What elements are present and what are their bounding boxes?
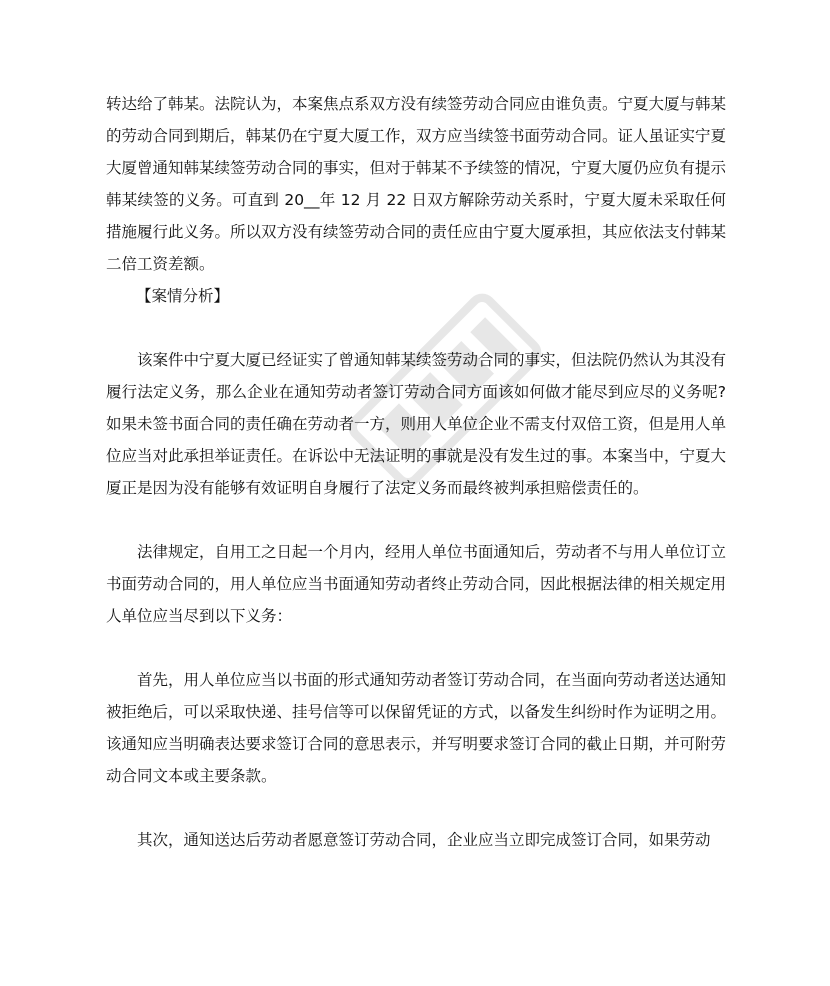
paragraph-court-opinion: 转达给了韩某。法院认为，本案焦点系双方没有续签劳动合同应由谁负责。宁夏大厦与韩某的劳动合同到期后，韩某仍在宁夏大厦工作，双方应当续签书面劳动合同。证人虽证实宁夏大厦曾通知韩某续签劳动合同的事实，但对于韩某不予续签的情况，宁夏大厦仍应负有提示韩某续签的义务。可直到 20__年 12 月 22 日双方解除劳动关系时，宁夏大厦未采取任何措施履行此义务。所以双方没有续签劳动合同的责任应由宁夏大厦承担，其应依法支付韩某二倍工资差额。 (106, 95, 727, 273)
paragraph-case-analysis: 该案件中宁夏大厦已经证实了曾通知韩某续签劳动合同的事实，但法院仍然认为其没有履行法定义务，那么企业在通知劳动者签订劳动合同方面该如何做才能尽到应尽的义务呢?如果未签书面合同的责任确在劳动者一方，则用人单位企业不需支付双倍工资，但是用人单位应当对此承担举证责任。在诉讼中无法证明的事就是没有发生过的事。本案当中，宁夏大厦正是因为没有能够有效证明自身履行了法定义务而最终被判承担赔偿责任的。 (106, 351, 727, 497)
paragraph-first-obligation: 首先，用人单位应当以书面的形式通知劳动者签订劳动合同，在当面向劳动者送达通知被拒绝后，可以采取快递、挂号信等可以保留凭证的方式，以备发生纠纷时作为证明之用。该通知应当明确表达要求签订合同的意思表示，并写明要求签订合同的截止日期，并可附劳动合同文本或主要条款。 (106, 671, 727, 785)
paragraph-second-obligation: 其次，通知送达后劳动者愿意签订劳动合同，企业应当立即完成签订合同，如果劳动 (137, 831, 711, 849)
section-heading-case-analysis: 【案情分析】 (136, 287, 230, 305)
paragraph-legal-provision: 法律规定，自用工之日起一个月内，经用人单位书面通知后，劳动者不与用人单位订立书面劳动合同的，用人单位应当书面通知劳动者终止劳动合同，因此根据法律的相关规定用人单位应当尽到以下义务： (106, 543, 727, 625)
document-body (106, 88, 726, 856)
